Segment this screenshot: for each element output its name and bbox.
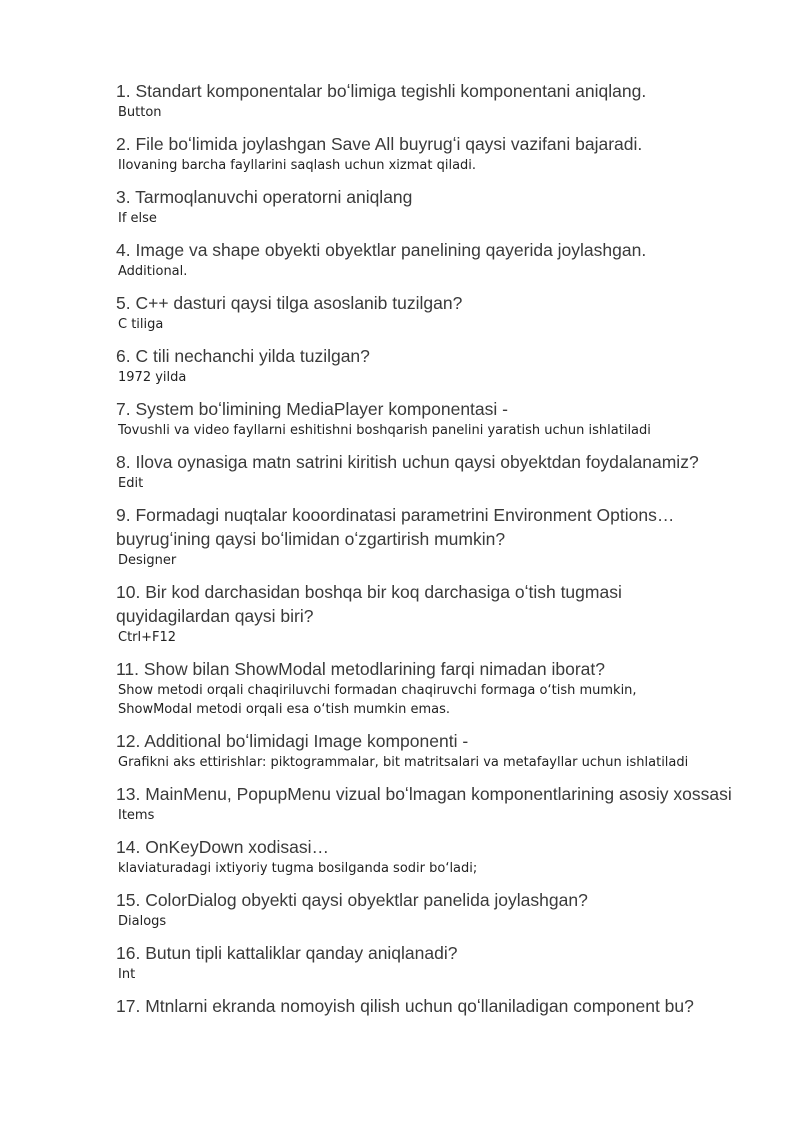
qa-item <box>116 185 736 228</box>
question-text: 4. Image va shape obyekti obyektlar panelining qayerida joylashgan. <box>116 240 647 260</box>
question-text: 2. File boʻlimida joylashgan Save All buyrugʻi qaysi vazifani bajaradi. <box>116 134 643 154</box>
question-text: 3. Tarmoqlanuvchi operatorni aniqlang <box>116 187 413 207</box>
answer-text: Button <box>118 105 162 120</box>
question-text: 11. Show bilan ShowModal metodlarining farqi nimadan iborat? <box>116 659 605 679</box>
answer-text: Grafikni aks ettirishlar: piktogrammalar, bit matritsalari va metafayllar uchun ishlatiladi <box>118 755 689 770</box>
answer-text: C tiliga <box>118 317 164 332</box>
answer-text: Designer <box>118 553 177 568</box>
qa-item <box>116 835 736 878</box>
qa-item <box>116 132 736 175</box>
question-text: 10. Bir kod darchasidan boshqa bir koq darchasiga oʻtish tugmasi quyidagilardan qaysi biri? <box>116 582 622 626</box>
question-text: 16. Butun tipli kattaliklar qanday aniqlanadi? <box>116 943 458 963</box>
qa-item <box>116 450 736 493</box>
question-text: 7. System boʻlimining MediaPlayer komponentasi - <box>116 399 508 419</box>
qa-item <box>116 994 736 1018</box>
question-answer-list <box>116 79 736 1028</box>
qa-item <box>116 291 736 334</box>
question-text: 5. C++ dasturi qaysi tilga asoslanib tuzilgan? <box>116 293 463 313</box>
qa-item <box>116 782 736 825</box>
answer-text: Ctrl+F12 <box>118 630 177 645</box>
question-text: 12. Additional boʻlimidagi Image komponenti - <box>116 731 469 751</box>
qa-item <box>116 397 736 440</box>
qa-item <box>116 344 736 387</box>
answer-text: Tovushli va video fayllarni eshitishni boshqarish panelini yaratish uchun ishlatiladi <box>118 423 651 438</box>
qa-item <box>116 657 736 719</box>
question-text: 13. MainMenu, PopupMenu vizual boʻlmagan komponentlarining asosiy xossasi <box>116 784 732 804</box>
answer-text: Show metodi orqali chaqiriluvchi formadan chaqiruvchi formaga o‘tish mumkin, ShowModal metodi orqali esa o‘tish mumkin emas. <box>118 683 637 717</box>
qa-item <box>116 238 736 281</box>
answer-text: Dialogs <box>118 914 167 929</box>
question-text: 15. ColorDialog obyekti qaysi obyektlar panelida joylashgan? <box>116 890 588 910</box>
question-text: 1. Standart komponentalar boʻlimiga tegishli komponentani aniqlang. <box>116 81 647 101</box>
qa-item <box>116 888 736 931</box>
qa-item <box>116 941 736 984</box>
answer-text: Additional. <box>118 264 188 279</box>
question-text: 14. OnKeyDown xodisasi… <box>116 837 330 857</box>
qa-item <box>116 580 736 647</box>
answer-text: Ilovaning barcha fayllarini saqlash uchun xizmat qiladi. <box>118 158 477 173</box>
question-text: 6. C tili nechanchi yilda tuzilgan? <box>116 346 370 366</box>
answer-text: klaviaturadagi ixtiyoriy tugma bosilganda sodir bo‘ladi; <box>118 861 478 876</box>
question-text: 8. Ilova oynasiga matn satrini kiritish uchun qaysi obyektdan foydalanamiz? <box>116 452 699 472</box>
question-text: 9. Formadagi nuqtalar kooordinatasi parametrini Environment Options… buyrugʻining qaysi boʻlimidan oʻzgartirish mumkin? <box>116 505 675 549</box>
qa-item <box>116 503 736 570</box>
question-text: 17. Mtnlarni ekranda nomoyish qilish uchun qoʻllaniladigan component bu? <box>116 996 694 1016</box>
answer-text: Items <box>118 808 155 823</box>
answer-text: Edit <box>118 476 144 491</box>
answer-text: 1972 yilda <box>118 370 187 385</box>
qa-item <box>116 79 736 122</box>
qa-item <box>116 729 736 772</box>
answer-text: Int <box>118 967 136 982</box>
answer-text: If else <box>118 211 157 226</box>
